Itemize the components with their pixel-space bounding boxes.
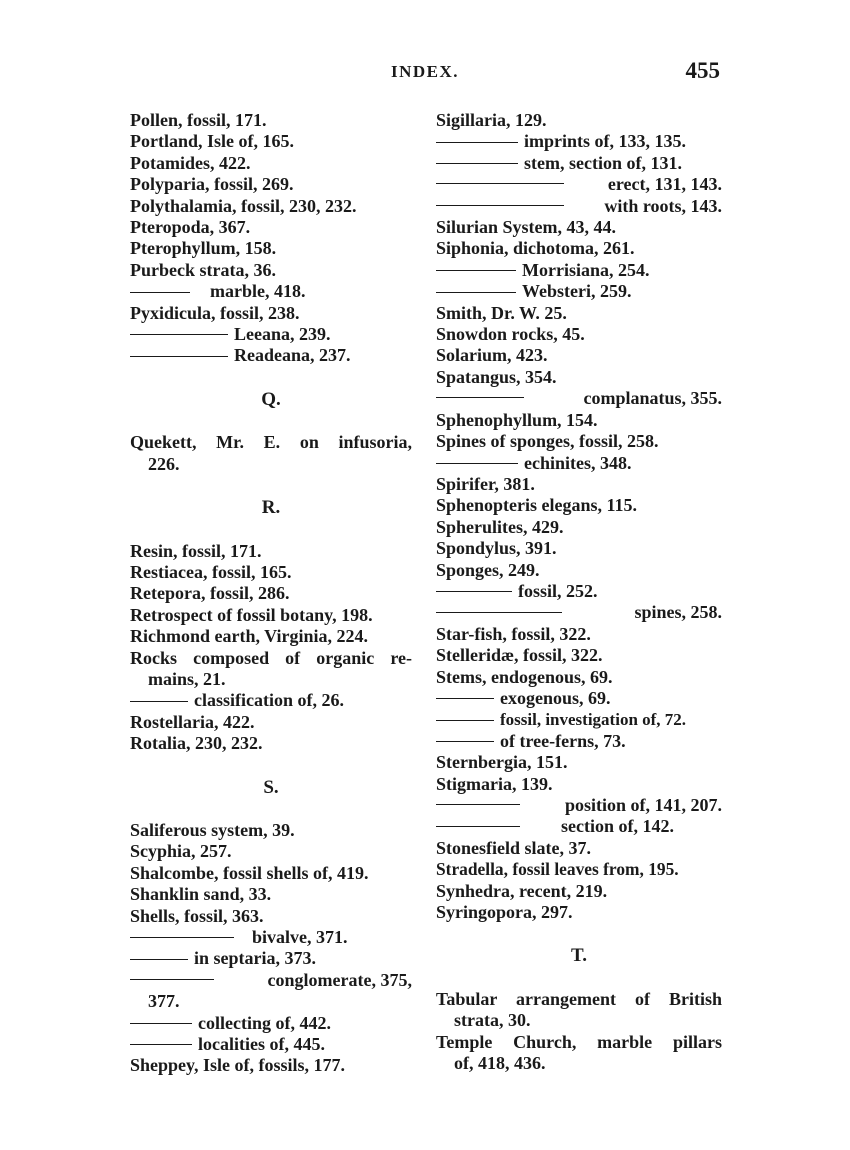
index-entry: Potamides, 422. bbox=[130, 152, 251, 173]
index-entry: Sheppey, Isle of, fossils, 177. bbox=[130, 1055, 346, 1076]
ditto-dash bbox=[436, 804, 520, 805]
index-entry: Stradella, fossil leaves from, 195. bbox=[436, 859, 679, 880]
page-number: 455 bbox=[685, 58, 720, 83]
index-subentry-continued: 377. bbox=[148, 991, 180, 1012]
index-subentry: bivalve, 371. bbox=[130, 927, 412, 948]
index-entry: Shanklin sand, 33. bbox=[130, 884, 272, 905]
index-entry: Rotalia, 230, 232. bbox=[130, 733, 263, 754]
ditto-dash bbox=[436, 163, 518, 164]
page-header bbox=[130, 58, 720, 90]
ditto-dash bbox=[130, 356, 228, 357]
index-entry: Stigmaria, 139. bbox=[436, 773, 553, 794]
ditto-dash bbox=[130, 1044, 192, 1045]
index-subentry: classification of, 26. bbox=[130, 690, 412, 711]
index-entry: Tabular arrangement of British strata, 30. bbox=[436, 988, 722, 1031]
ditto-dash bbox=[130, 334, 228, 335]
index-subentry: exogenous, 69. bbox=[436, 688, 722, 709]
index-entry: Smith, Dr. W. 25. bbox=[436, 302, 567, 323]
index-entry: Retrospect of fossil botany, 198. bbox=[130, 604, 373, 625]
index-entry: Spirifer, 381. bbox=[436, 473, 535, 494]
index-entry: Pyxidicula, fossil, 238. bbox=[130, 302, 300, 323]
index-subentry: position of, 141, 207. bbox=[436, 795, 722, 816]
index-entry: Rocks composed of organic re- mains, 21. bbox=[130, 647, 412, 689]
index-entry: Resin, fossil, 171. bbox=[130, 540, 262, 561]
index-entry: Stonesfield slate, 37. bbox=[436, 837, 591, 858]
index-entry: Stelleridæ, fossil, 322. bbox=[436, 645, 603, 666]
index-subentry: Morrisiana, 254. bbox=[436, 260, 722, 281]
index-entry: Polyparia, fossil, 269. bbox=[130, 174, 294, 195]
running-head: INDEX. bbox=[390, 62, 460, 81]
section-letter-r: R. bbox=[261, 497, 281, 519]
index-subentry: Leeana, 239. bbox=[130, 324, 412, 345]
index-subentry: conglomerate, 375, bbox=[130, 970, 412, 991]
index-entry: Spondylus, 391. bbox=[436, 538, 557, 559]
index-entry: Snowdon rocks, 45. bbox=[436, 324, 585, 345]
index-entry: Temple Church, marble pillars of, 418, 436. bbox=[436, 1031, 722, 1074]
index-entry: Saliferous system, 39. bbox=[130, 819, 295, 840]
index-entry: Polythalamia, fossil, 230, 232. bbox=[130, 195, 357, 216]
index-entry: Sternbergia, 151. bbox=[436, 752, 568, 773]
index-subentry: fossil, 252. bbox=[436, 581, 722, 602]
ditto-dash bbox=[130, 959, 188, 960]
ditto-dash bbox=[436, 205, 564, 206]
index-entry: Shalcombe, fossil shells of, 419. bbox=[130, 862, 369, 883]
ditto-dash bbox=[436, 292, 516, 293]
index-subentry: with roots, 143. bbox=[436, 196, 722, 217]
index-entry: Stems, endogenous, 69. bbox=[436, 666, 613, 687]
index-entry: Sphenophyllum, 154. bbox=[436, 409, 598, 430]
index-entry: Synhedra, recent, 219. bbox=[436, 880, 608, 901]
index-subentry: marble, 418. bbox=[130, 281, 412, 302]
ditto-dash bbox=[130, 979, 214, 980]
ditto-dash bbox=[436, 397, 524, 398]
index-entry: Shells, fossil, 363. bbox=[130, 905, 264, 926]
section-letter-q: Q. bbox=[261, 388, 281, 410]
index-entry: Spherulites, 429. bbox=[436, 516, 564, 537]
index-entry: Quekett, Mr. E. on infusoria, 226. bbox=[130, 432, 412, 474]
index-subentry: stem, section of, 131. bbox=[436, 153, 722, 174]
index-subentry: imprints of, 133, 135. bbox=[436, 131, 722, 152]
ditto-dash bbox=[436, 698, 494, 699]
ditto-dash bbox=[436, 741, 494, 742]
index-subentry: of tree-ferns, 73. bbox=[436, 731, 722, 752]
ditto-dash bbox=[130, 937, 234, 938]
index-subentry: fossil, investigation of, 72. bbox=[436, 709, 722, 730]
ditto-dash bbox=[436, 612, 562, 613]
index-column-left bbox=[130, 110, 412, 1077]
ditto-dash bbox=[130, 701, 188, 702]
section-letter-t: T. bbox=[570, 945, 587, 967]
index-entry: Siphonia, dichotoma, 261. bbox=[436, 238, 635, 259]
index-entry: Sponges, 249. bbox=[436, 559, 540, 580]
index-entry: Sigillaria, 129. bbox=[436, 110, 547, 130]
index-entry: Silurian System, 43, 44. bbox=[436, 217, 617, 238]
index-entry: Star-fish, fossil, 322. bbox=[436, 623, 591, 644]
index-subentry: collecting of, 442. bbox=[130, 1013, 412, 1034]
index-subentry: localities of, 445. bbox=[130, 1034, 412, 1055]
index-subentry: complanatus, 355. bbox=[436, 388, 722, 409]
index-entry: Rostellaria, 422. bbox=[130, 711, 255, 732]
ditto-dash bbox=[436, 591, 512, 592]
index-entry: Restiacea, fossil, 165. bbox=[130, 561, 292, 582]
index-entry: Syringopora, 297. bbox=[436, 902, 573, 923]
ditto-dash bbox=[436, 463, 518, 464]
index-entry: Retepora, fossil, 286. bbox=[130, 583, 290, 604]
index-subentry: in septaria, 373. bbox=[130, 948, 412, 969]
index-entry: Scyphia, 257. bbox=[130, 841, 232, 862]
section-letter-s: S. bbox=[263, 776, 279, 798]
index-entry: Purbeck strata, 36. bbox=[130, 259, 276, 280]
index-column-right bbox=[436, 110, 722, 1074]
ditto-dash bbox=[436, 183, 564, 184]
index-subentry: echinites, 348. bbox=[436, 453, 722, 474]
index-subentry: erect, 131, 143. bbox=[436, 174, 722, 195]
index-entry: Portland, Isle of, 165. bbox=[130, 131, 294, 152]
ditto-dash bbox=[436, 826, 520, 827]
index-entry: Solarium, 423. bbox=[436, 345, 548, 366]
index-entry: Pterophyllum, 158. bbox=[130, 238, 277, 259]
index-entry: Richmond earth, Virginia, 224. bbox=[130, 626, 369, 647]
index-entry: Spines of sponges, fossil, 258. bbox=[436, 431, 659, 452]
index-entry: Sphenopteris elegans, 115. bbox=[436, 495, 638, 516]
index-subentry: Readeana, 237. bbox=[130, 345, 412, 366]
ditto-dash bbox=[436, 142, 518, 143]
ditto-dash bbox=[436, 720, 494, 721]
ditto-dash bbox=[130, 292, 190, 293]
ditto-dash bbox=[436, 270, 516, 271]
index-subentry: spines, 258. bbox=[436, 602, 722, 623]
index-entry: Pollen, fossil, 171. bbox=[130, 110, 267, 130]
ditto-dash bbox=[130, 1023, 192, 1024]
index-entry: Pteropoda, 367. bbox=[130, 217, 251, 238]
index-subentry: section of, 142. bbox=[436, 816, 722, 837]
index-entry: Spatangus, 354. bbox=[436, 366, 557, 387]
index-subentry: Websteri, 259. bbox=[436, 281, 722, 302]
